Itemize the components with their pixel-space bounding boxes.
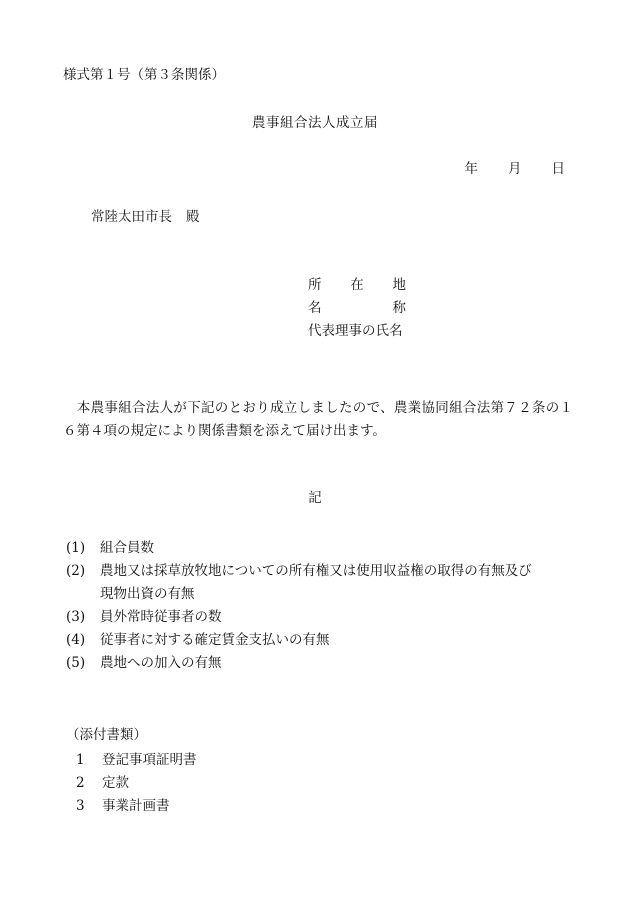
list-item: [66, 537, 581, 560]
list-item: [76, 795, 197, 818]
date-year: 年: [464, 161, 478, 177]
date-day: 日: [551, 161, 565, 177]
date-line: [465, 160, 566, 178]
item-text: 組合員数: [100, 540, 154, 556]
attachments-list: [76, 749, 197, 818]
representative-label: 代表理事の氏名: [308, 323, 403, 339]
list-item: [66, 560, 581, 583]
list-item: [76, 749, 197, 772]
attachment-number: 2: [76, 775, 85, 791]
attachment-number: 3: [76, 798, 85, 814]
item-list: [66, 537, 581, 675]
list-item: [66, 652, 581, 675]
addressee-honorific: 殿: [186, 209, 200, 225]
item-number: (1): [66, 540, 86, 556]
addressee: [91, 208, 200, 226]
item-number: (3): [66, 609, 86, 625]
list-item: [66, 629, 581, 652]
item-text: 農地又は採草放牧地についての所有権又は使用収益権の取得の有無及び: [100, 563, 532, 579]
attachment-text: 事業計画書: [102, 798, 170, 814]
form-number: 様式第１号（第３条関係）: [63, 67, 225, 83]
list-item: [76, 772, 197, 795]
name-label: 名称: [308, 300, 406, 316]
item-text: 従事者に対する確定賃金支払いの有無: [100, 632, 330, 648]
list-item: [66, 606, 581, 629]
attachment-text: 登記事項証明書: [102, 752, 197, 768]
addressee-name: 常陸太田市長: [91, 209, 172, 225]
item-number: (2): [66, 563, 86, 579]
attachments-heading: （添付書類）: [66, 727, 147, 743]
body-paragraph: 本農事組合法人が下記のとおり成立しましたので、農業協同組合法第７２条の１６第４項の規定により関係書類を添えて届け出ます。: [63, 400, 573, 439]
document-title: 農事組合法人成立届: [252, 115, 378, 131]
item-text: 現物出資の有無: [100, 586, 195, 602]
ki-heading: 記: [308, 490, 322, 506]
location-label: 所在地: [308, 277, 406, 293]
list-item-continuation: [66, 583, 581, 606]
applicant-block: [308, 276, 406, 345]
item-text: 農地への加入の有無: [100, 655, 222, 671]
item-text: 員外常時従事者の数: [100, 609, 222, 625]
attachment-number: 1: [76, 752, 85, 768]
date-month: 月: [508, 161, 522, 177]
item-number: (4): [66, 632, 86, 648]
attachment-text: 定款: [102, 775, 129, 791]
item-number: (5): [66, 655, 86, 671]
